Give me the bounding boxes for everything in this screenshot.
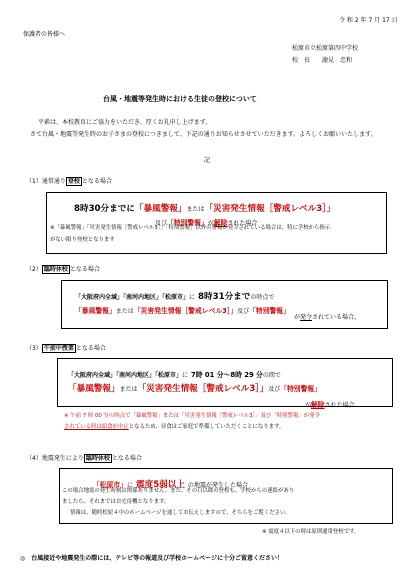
section-2-line-3 [294,314,360,322]
section-4-number: （4） [26,455,42,462]
section-4-note: ※ 震度４以下の時は原則通常登校です。 [262,529,360,535]
section-2-post: となる場合 [69,266,100,273]
footer-notice: ◎ 台風接近や地震発生の際には、テレビ等の報道及び学校ホームページに十分ご留意ください！ [20,555,283,562]
section-2-special-warning: 「特別警報」 [249,307,290,315]
section-1-lifted: 解除 [213,219,228,227]
section-1-keyword: 登校 [67,178,80,185]
section-3-keyword: 午前中授業 [43,345,74,352]
recipient: 保護者の皆様へ [23,31,66,38]
section-3-or: または [119,386,138,393]
section-2-storm-warning: 「暴風警報」 [75,307,116,315]
section-1-number: （1） [26,178,42,185]
section-2-box [61,280,388,329]
section-1-storm-warning: 「暴風警報」 [134,204,187,214]
section-1-or: または [186,206,205,213]
section-2-ni: に [189,294,196,301]
section-4-para-2: ましたら、それまでは自宅待機となります。 [62,499,170,505]
section-2-heading [26,266,100,274]
section-1-disaster-info: 「災害発生情報［警戒レベル3］」 [204,204,336,214]
section-2-issued: 発令 [300,314,313,321]
section-3-ga: が [305,402,312,409]
school-name: 松原市立松原第四中学校 [292,45,359,52]
section-4-pre: 地震発生により [41,455,84,462]
section-2-and: 及び [237,308,250,315]
section-3-line-2 [68,376,321,395]
section-2-keyword: 臨時休校 [43,266,68,273]
section-1-box [46,192,387,254]
section-4-intensity: 震度5弱以上 [136,480,185,490]
section-2-ga: が [294,314,301,321]
section-1-note-2: がない限り登校となります [50,237,115,243]
section-3-post: となる場合 [75,345,106,352]
section-3-time-range: 7時 01 分～8時 29 分 [191,371,263,379]
document-date: 令 和 2 年 7 月 17 日 [339,17,398,24]
section-1-pre: 通常通り [41,178,66,185]
section-1-note-1: ※「暴風警報」「災害発生情報［警戒レベル3］」「特別警報」以外の警報が発令されている場合は、特に学校から指示 [50,225,331,231]
section-4-box [59,468,393,524]
section-4-keyword: 臨時休校 [85,455,110,462]
section-4-para-1: この場合地震の発生時刻は関係ありません。また、その日以降の登校も、学校からの連絡があり [62,488,295,494]
section-3-lifted: 解除 [311,401,325,409]
section-2-or: または [115,308,134,315]
ki-mark: 記 [204,157,211,164]
section-2-at-time: の時点で [250,294,275,301]
section-3-line-3 [305,392,355,411]
section-3-heading [26,345,106,353]
section-1-post: となる場合 [81,178,112,185]
section-1-time: 8時30分までに [74,204,135,214]
section-3-between: の間で [262,372,281,379]
section-3-storm-warning: 「暴風警報」 [68,384,120,394]
section-4-city: 「松原市」 [93,481,127,489]
section-3-number: （3） [26,345,42,352]
section-3-disaster-info: 「災害発生情報［警戒レベル3］」 [137,384,269,394]
section-3-special-warning: 「特別警報」 [280,385,321,393]
section-2-areas: 「大阪府内全域」「南河内地区」「松原市」 [75,294,190,301]
section-4-quake-case: の地震が発生した場合 [187,482,248,489]
section-3-areas: 「大阪府内全域」「南河内地区」「松原市」 [68,372,183,379]
section-3-note-2 [64,424,284,431]
section-3-note-2-rest: となるため、昼食はご家庭で準備していただくことになります。 [128,424,285,430]
intro-line-1: 平素は、本校教育にご協力をいただき、厚くお礼申し上げます。 [38,119,212,126]
section-2-disaster-info: 「災害発生情報［警戒レベル3］」 [133,307,238,315]
intro-line-2: さて台風・地震等発生時のお子さまの登校につきまして、下記の通りお知らせさせていただきます。よろしくお願いいたします。 [30,131,377,138]
section-4-post: となる場合 [111,455,142,462]
section-3-note-1: ※ 午前 7 時 00 分の時点で「暴風警報」または「災害発生情報［警戒レベル3］」及び「特別警報」が発令 [64,413,320,419]
section-2-time: 8時31分まで [198,292,251,302]
section-3-ni: に [182,372,189,379]
document-title: 台風・地震等発生時における生徒の登校について [103,95,257,103]
section-1-special-warning: 「特別警報」 [167,219,208,227]
section-4-para-3: 情報は、随時松原４中のホームページを通してお伝えしますので、そちらをご覧ください。 [70,510,291,516]
section-1-ga: が [207,220,214,227]
principal-name: 校 長 瀧見 忠和 [292,57,353,64]
section-1-heading [26,178,112,186]
section-1-case: された場合 [227,220,258,227]
section-3-case: された場合 [324,402,355,409]
section-3-lunch-cancel: されている時は給食が中止 [64,424,129,430]
section-4-ni: に [126,482,133,489]
section-2-line-2 [75,298,290,317]
section-2-number: （2） [26,266,42,273]
section-4-heading [26,455,142,463]
section-3-and: 及び [268,386,281,393]
section-1-and: 及び [155,220,168,227]
section-2-case: されている場合。 [312,314,361,321]
section-3-box [57,358,393,407]
